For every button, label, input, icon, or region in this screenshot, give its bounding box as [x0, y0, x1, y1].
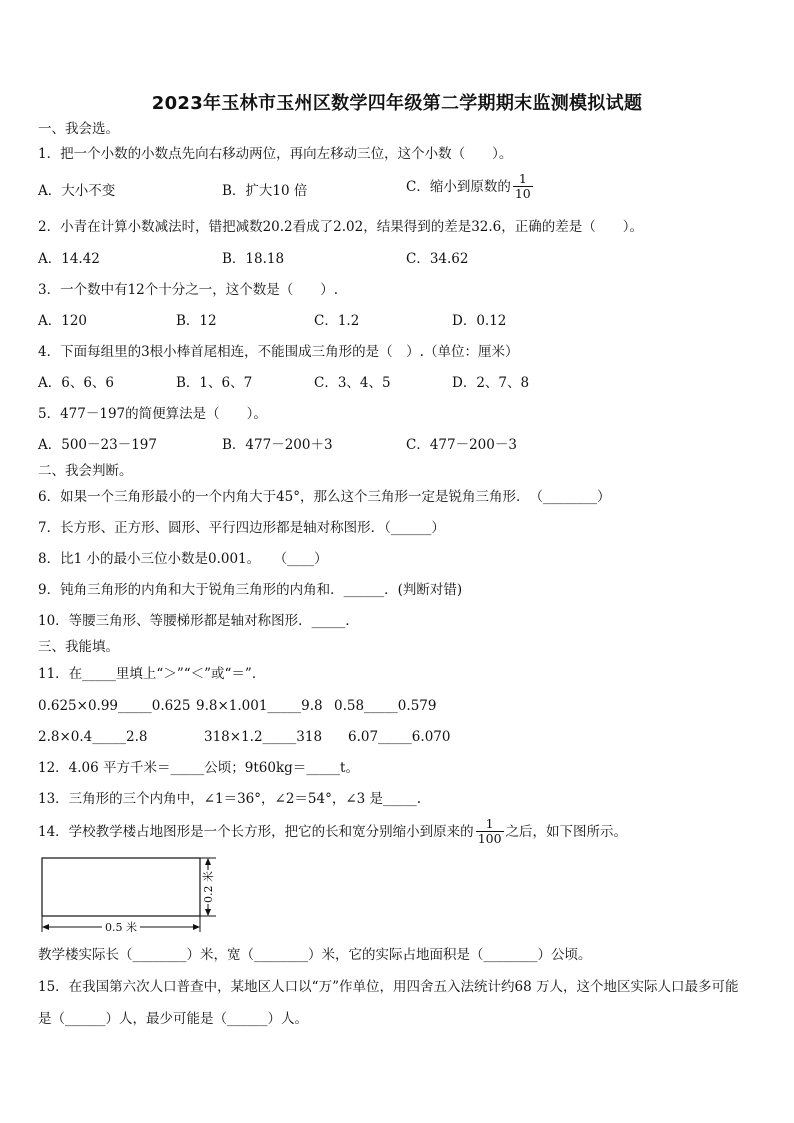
question-5-stem: 5．477－197的简便算法是（ ）。 — [38, 406, 267, 422]
section-heading-fill: 三、我能填。 — [38, 639, 119, 655]
question-11-item: 318×1.2_____318 — [204, 729, 323, 745]
height-arrow-top — [205, 858, 211, 865]
fraction-denominator: 100 — [477, 831, 502, 846]
question-4-option-b: B．1、6、7 — [176, 375, 253, 391]
question-14-stem-prefix: 14．学校教学楼占地图形是一个长方形，把它的长和宽分别缩小到原来的 — [38, 823, 474, 840]
question-1-option-c — [406, 172, 535, 201]
question-12: 12．4.06 平方千米＝_____公顷；9t60kg＝_____t。 — [38, 760, 359, 776]
height-arrow-bottom — [205, 909, 211, 916]
question-5-option-a: A．500－23－197 — [38, 437, 157, 453]
question-6: 6．如果一个三角形最小的一个内角大于45°，那么这个三角形一定是锐角三角形． （________） — [38, 489, 611, 505]
question-2-option-b: B．18.18 — [222, 251, 285, 267]
question-1-option-c-text: C．缩小到原数的 — [406, 178, 511, 195]
question-3-stem: 3．一个数中有12个十分之一，这个数是（ ）. — [38, 282, 339, 298]
fraction-one-tenth — [513, 172, 533, 201]
question-2-option-c: C．34.62 — [406, 251, 469, 267]
question-4-option-a: A．6、6、6 — [38, 375, 115, 391]
fraction-numerator: 1 — [518, 171, 527, 186]
question-2-stem: 2．小青在计算小数减法时，错把减数20.2看成了2.02，结果得到的差是32.6，正确的差是（ ）。 — [38, 219, 644, 235]
rectangle-diagram — [36, 852, 222, 934]
question-2-option-a: A．14.42 — [38, 251, 100, 267]
height-label: 0.2 米 — [202, 871, 215, 903]
question-8: 8．比1 小的最小三位小数是0.001。 （____） — [38, 551, 328, 567]
section-heading-judge: 二、我会判断。 — [38, 463, 133, 479]
question-4-stem: 4．下面每组里的3根小棒首尾相连，不能围成三角形的是（ ）.（单位：厘米） — [38, 344, 519, 360]
question-14-stem — [38, 817, 627, 846]
question-4-option-c: C．3、4、5 — [314, 375, 391, 391]
question-1-option-b: B．扩大10 倍 — [222, 183, 308, 199]
question-5-option-b: B．477－200＋3 — [222, 437, 333, 453]
question-11-item: 2.8×0.4_____2.8 — [38, 729, 148, 745]
question-11-item: 9.8×1.001_____9.8 — [196, 698, 323, 714]
question-9: 9．钝角三角形的内角和大于锐角三角形的内角和．______．(判断对错) — [38, 582, 463, 598]
question-11-item: 0.625×0.99_____0.625 — [38, 698, 191, 714]
question-13: 13．三角形的三个内角中，∠1＝36°，∠2＝54°，∠3 是_____. — [38, 791, 422, 807]
question-11-item: 6.07_____6.070 — [348, 729, 451, 745]
question-11-item: 0.58_____0.579 — [334, 698, 437, 714]
width-label: 0.5 米 — [105, 921, 137, 934]
width-arrow-right — [193, 924, 200, 930]
question-11-stem: 11．在_____里填上“＞”“＜”或“＝”． — [38, 666, 266, 682]
building-rectangle — [42, 858, 200, 916]
question-1-option-a: A．大小不变 — [38, 183, 116, 199]
question-14-stem-suffix: 之后，如下图所示。 — [505, 823, 628, 840]
question-15-line-1: 15．在我国第六次人口普查中，某地区人口以“万”作单位，用四舍五入法统计约68 万人，这个地区实际人口最多可能 — [38, 979, 739, 995]
question-3-option-c: C．1.2 — [314, 313, 360, 329]
fraction-denominator: 10 — [514, 186, 531, 201]
question-15-line-2: 是（______）人，最少可能是（______）人。 — [38, 1011, 308, 1027]
page-title: 2023年玉林市玉州区数学四年级第二学期期末监测模拟试题 — [151, 93, 643, 114]
question-3-option-b: B．12 — [176, 313, 217, 329]
question-3-option-d: D．0.12 — [452, 313, 507, 329]
question-5-option-c: C．477－200－3 — [406, 437, 517, 453]
section-heading-choose: 一、我会选。 — [38, 121, 119, 137]
question-10: 10．等腰三角形、等腰梯形都是轴对称图形．_____． — [38, 613, 359, 629]
question-14-answer-line: 教学楼实际长（________）米，宽（________）米，它的实际占地面积是（________）公顷。 — [38, 947, 592, 963]
fraction-numerator: 1 — [485, 816, 494, 831]
width-arrow-left — [42, 924, 49, 930]
question-4-option-d: D．2、7、8 — [452, 375, 530, 391]
question-7: 7．长方形、正方形、圆形、平行四边形都是轴对称图形．（______） — [38, 520, 445, 536]
question-1-stem: 1．把一个小数的小数点先向右移动两位，再向左移动三位，这个小数（ ）。 — [38, 146, 513, 162]
question-3-option-a: A．120 — [38, 313, 88, 329]
fraction-one-hundredth — [476, 817, 504, 846]
